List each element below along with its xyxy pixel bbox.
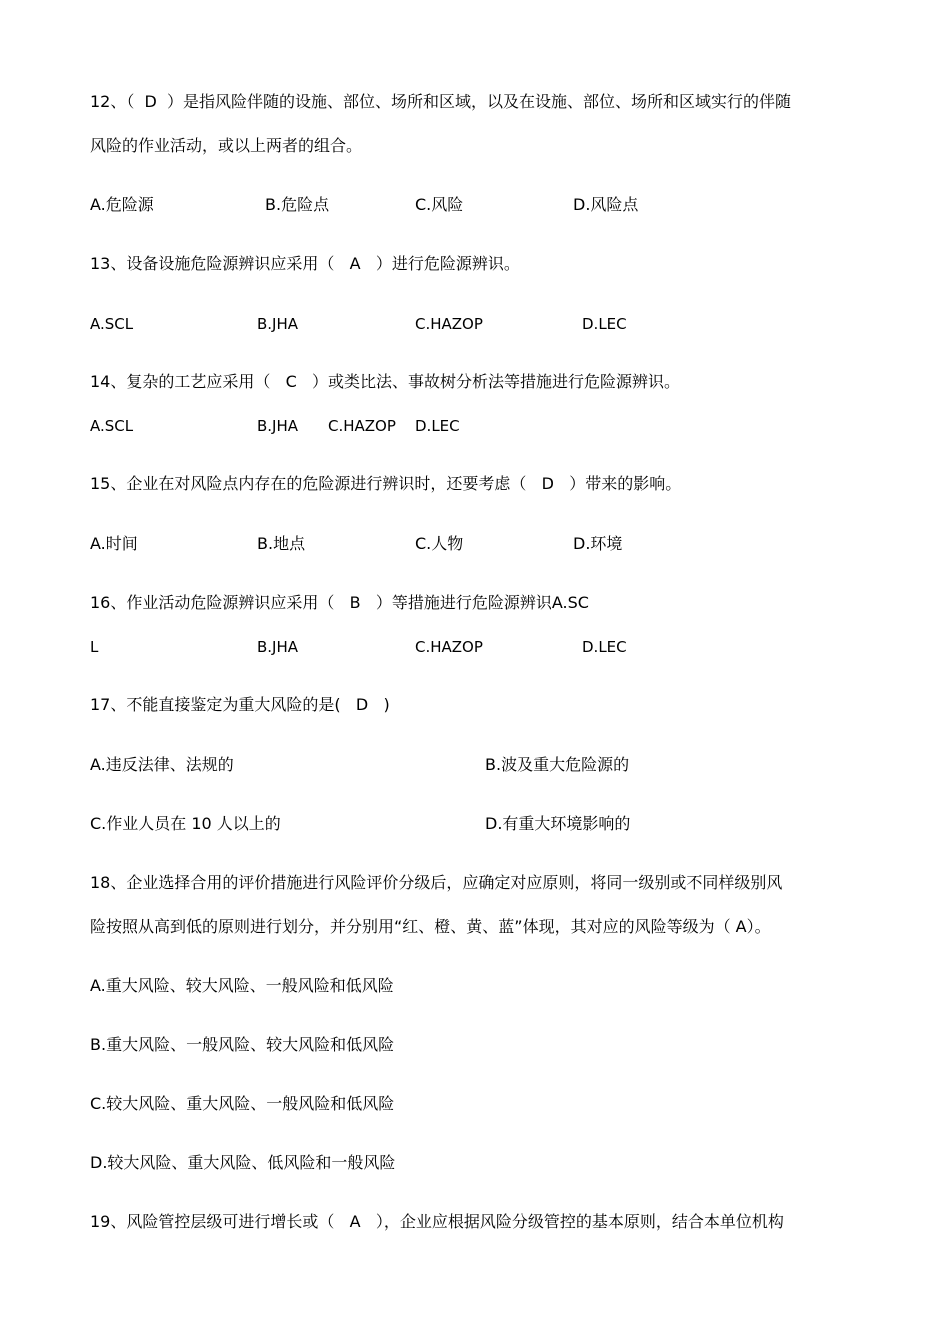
question-12-option-a: A.危险源	[90, 195, 154, 214]
question-14-text: 14、复杂的工艺应采用（ C ）或类比法、事故树分析法等措施进行危险源辨识。	[90, 372, 681, 391]
question-12-text: 12、（ D ）是指风险伴随的设施、部位、场所和区域，以及在设施、部位、场所和区域实行的伴随	[90, 92, 792, 111]
question-13-option-d: D.LEC	[582, 315, 627, 333]
question-18-option-a: A.重大风险、较大风险、一般风险和低风险	[90, 976, 394, 995]
question-13-text: 13、设备设施危险源辨识应采用（ A ）进行危险源辨识。	[90, 254, 520, 273]
question-15-option-a: A.时间	[90, 534, 138, 553]
question-17-option-b: B.波及重大危险源的	[485, 755, 630, 774]
question-18-option-b: B.重大风险、一般风险、较大风险和低风险	[90, 1035, 395, 1054]
question-15-text: 15、企业在对风险点内存在的危险源进行辨识时，还要考虑（ D ）带来的影响。	[90, 474, 682, 493]
question-18-text: 18、企业选择合用的评价措施进行风险评价分级后，应确定对应原则，将同一级别或不同样级别风	[90, 873, 783, 892]
question-13-option-c: C.HAZOP	[415, 315, 483, 333]
question-17-option-c: C.作业人员在 10 人以上的	[90, 814, 281, 833]
question-12-option-b: B.危险点	[265, 195, 330, 214]
question-14-option-c: C.HAZOP	[328, 417, 396, 435]
question-18-option-c: C.较大风险、重大风险、一般风险和低风险	[90, 1094, 395, 1113]
question-13-option-a: A.SCL	[90, 315, 134, 333]
question-13-option-b: B.JHA	[257, 315, 299, 333]
question-12-option-d: D.风险点	[573, 195, 639, 214]
question-16-option-a-cont: L	[90, 638, 99, 656]
question-17-text: 17、不能直接鉴定为重大风险的是( D )	[90, 695, 390, 714]
question-18-option-d: D.较大风险、重大风险、低风险和一般风险	[90, 1153, 396, 1172]
question-12-text-cont: 风险的作业活动，或以上两者的组合。	[90, 136, 363, 155]
question-14-option-b: B.JHA	[257, 417, 299, 435]
question-16-option-c: C.HAZOP	[415, 638, 483, 656]
question-15-option-c: C.人物	[415, 534, 464, 553]
question-15-option-d: D.环境	[573, 534, 623, 553]
question-14-option-d: D.LEC	[415, 417, 460, 435]
question-19-text: 19、风险管控层级可进行增长或（ A ），企业应根据风险分级管控的基本原则，结合本单位机构	[90, 1212, 784, 1231]
question-17-option-d: D.有重大环境影响的	[485, 814, 631, 833]
question-17-option-a: A.违反法律、法规的	[90, 755, 234, 774]
question-12-option-c: C.风险	[415, 195, 464, 214]
question-16-text: 16、作业活动危险源辨识应采用（ B ）等措施进行危险源辨识A.SC	[90, 593, 589, 612]
question-16-option-d: D.LEC	[582, 638, 627, 656]
question-18-text-cont: 险按照从高到低的原则进行划分，并分别用“红、橙、黄、蓝”体现，其对应的风险等级为（ A）。	[90, 917, 771, 936]
question-16-option-b: B.JHA	[257, 638, 299, 656]
question-15-option-b: B.地点	[257, 534, 306, 553]
question-14-option-a: A.SCL	[90, 417, 134, 435]
